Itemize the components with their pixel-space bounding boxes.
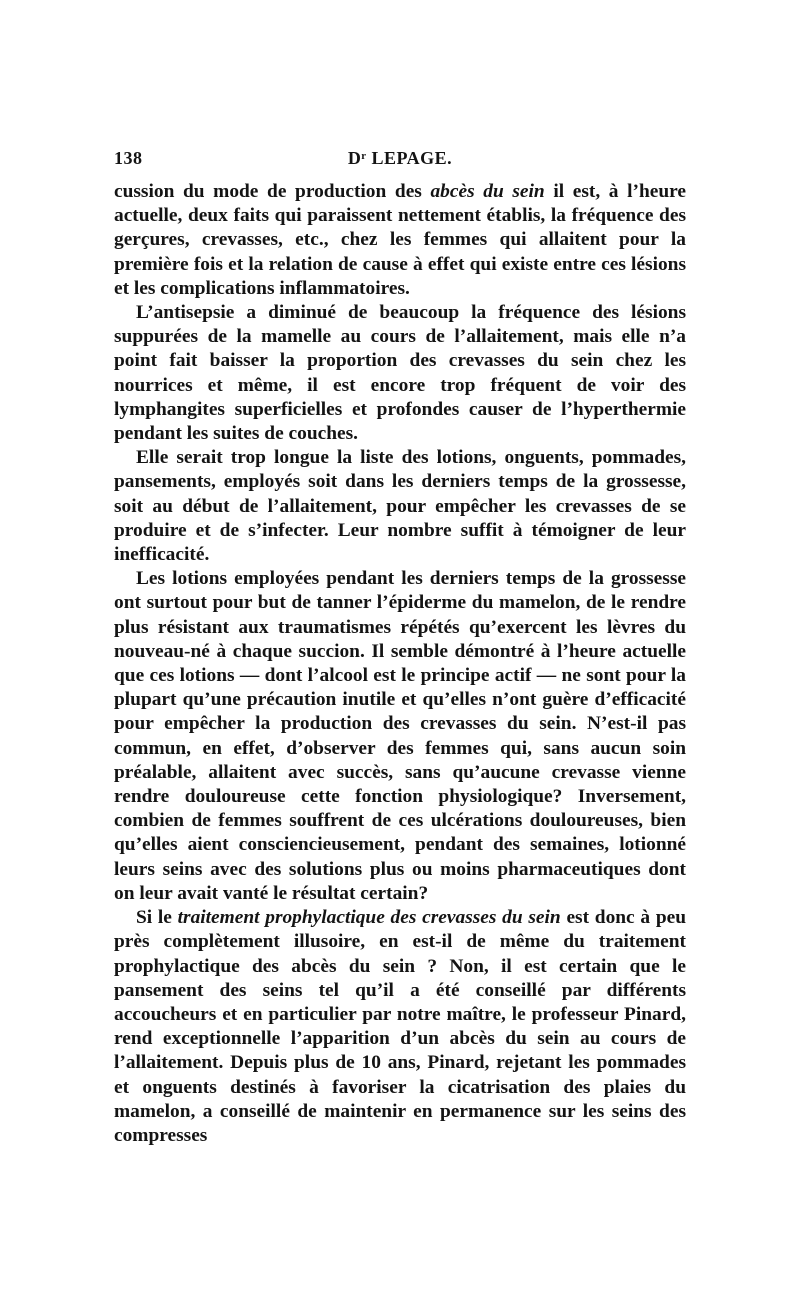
paragraph	[114, 180, 686, 301]
text-run: Les lotions employées pendant les derniers temps de la grossesse ont surtout pour but de tanner l’épiderme du mamelon, de le rendre plus résistant aux traumatismes répétés qu’exercent les lèvres du nouveau-né à chaque succion. Il semble démontré à l’heure actuelle que ces lotions — dont l’alcool est le principe actif — ne sont pour la plupart qu’une précaution inutile et qu’elles n’ont guère d’efficacité pour empêcher la production des crevasses du sein. N’est-il pas commun, en effet, d’observer des femmes qui, sans aucun soin préalable, allaitent avec succès, sans qu’aucune crevasse vienne rendre douloureuse cette fonction physiologique? Inversement, combien de femmes souffrent de ces ulcérations douloureuses, bien qu’elles aient consciencieusement, pendant des semaines, lotionné leurs seins avec des solutions plus ou moins pharmaceutiques dont on leur avait vanté le résultat certain?	[114, 568, 686, 904]
text-run: L’antisepsie a diminué de beaucoup la fréquence des lésions suppurées de la mamelle au cours de l’allaitement, mais elle n’a point fait baisser la proportion des crevasses du sein chez les nourrices et même, il est encore trop fréquent de voir des lymphangites superficielles et profondes causer de l’hyperthermie pendant les suites de couches.	[114, 302, 686, 445]
text-run: Elle serait trop longue la liste des lotions, onguents, pommades, pansements, employés soit dans les derniers temps de la grossesse, soit au début de l’allaitement, pour empêcher les crevasses de se produire et de s’infecter. Leur nombre suffit à témoigner de leur inefficacité.	[114, 447, 686, 566]
italic-phrase: abcès du sein	[430, 181, 545, 202]
paragraph	[114, 906, 686, 1148]
paragraph	[114, 301, 686, 446]
text-run: cussion du mode de production des	[114, 181, 431, 202]
text-run: il est, à l’heure actuelle, deux faits qui paraissent nettement établis, la fréquence des gerçures, crevasses, etc., chez les femmes qui allaitent pour la première fois et la relation de cause à effet qui existe entre ces lésions et les complications inflammatoires.	[114, 181, 686, 299]
paragraph	[114, 446, 686, 567]
text-run: Si le	[136, 907, 178, 929]
paragraph	[114, 567, 686, 906]
page-header	[114, 148, 686, 174]
text-run: est donc à peu près complètement illusoire, en est-il de même du traitement prophylactique des abcès du sein ? Non, il est certain que le pansement des seins tel qu’il a été conseillé par différents accoucheurs et en particulier par notre maître, le professeur Pinard, rend exceptionnelle l’apparition d’un abcès du sein au cours de l’allaitement. Depuis plus de 10 ans, Pinard, rejetant les pommades et onguents destinés à favoriser la cicatrisation des plaies du mamelon, a conseillé de maintenir en permanence sur les seins des compresses	[114, 907, 686, 1146]
running-head: Dʳ LEPAGE.	[347, 148, 453, 168]
body-text	[114, 180, 686, 1148]
italic-phrase: traitement prophylactique des crevasses du sein	[177, 907, 561, 929]
page-number: 138	[114, 148, 143, 168]
book-page	[114, 148, 686, 1148]
